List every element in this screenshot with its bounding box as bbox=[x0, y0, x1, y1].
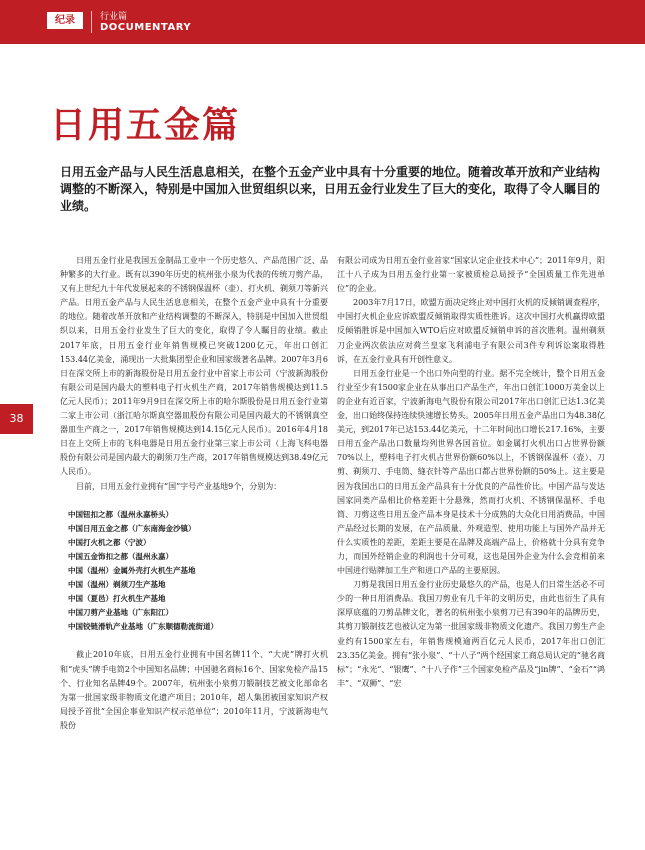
header-divider bbox=[91, 11, 92, 33]
page-number: 38 bbox=[0, 404, 33, 434]
base-item: 中国日用五金之都（广东南海金沙镇） bbox=[68, 523, 196, 533]
left-paragraph-2: 目前，日用五金行业拥有“国”字号产业基地9个，分别为： bbox=[76, 481, 282, 491]
section-english-title: DOCUMENTARY bbox=[100, 22, 192, 33]
section-tag: 纪录 bbox=[47, 12, 83, 29]
base-item: 中国五金饰扣之都（温州永嘉） bbox=[68, 551, 173, 561]
base-item: 中国（温州）剃须刀生产基地 bbox=[68, 580, 166, 590]
header-band bbox=[0, 0, 645, 44]
left-column bbox=[60, 254, 328, 733]
right-paragraph-1: 有限公司成为日用五金行业首家“国家认定企业技术中心”；2011年9月，阳江十八子成为日用五金行业第一家被质检总局授予“全国质量工作先进单位”的企业。 bbox=[337, 256, 605, 294]
base-item: 中国钮扣之都（温州永嘉桥头） bbox=[68, 509, 173, 519]
base-item: 中国（温州）金属外壳打火机生产基地 bbox=[68, 565, 196, 575]
article-intro: 日用五金产品与人民生活息息相关，在整个五金产业中具有十分重要的地位。随着改革开放和产业结构调整的不断深入，特别是中国加入世贸组织以来，日用五金行业发生了巨大的变化，取得了令人瞩目的业绩。 bbox=[60, 165, 601, 213]
right-column bbox=[337, 254, 605, 691]
base-item: 中国（夏邑）打火机生产基地 bbox=[68, 594, 166, 604]
industry-base-list bbox=[68, 508, 328, 635]
left-paragraph-1: 日用五金行业是我国五金制品工业中一个历史悠久、产品范围广泛、品种繁多的大行业。既有以390年历史的杭州张小泉为代表的传统刀剪产品，又有上世纪九十年代发展起来的不锈钢保温杯（壶）、打火机、剃须刀等新兴产品。日用五金产品与人民生活息息相关，在整个五金产业中具有十分重要的地位。随着改革开放和产业结构调整的不断深入，特别是中国加入世贸组织以来，日用五金行业发生了巨大的变化，取得了令人瞩目的业绩。截止2017年底，日用五金行业年销售规模已突破1200亿元，年出口创汇153.44亿美金，涌现出一大批集团型企业和国家级著名品牌。2007年3月6日在深交所上市的新海股份是日用五金行业中首家上市公司（宁波新海股份有限公司是国内最大的塑料电子打火机生产商，2017年销售规模达到11.5亿元人民币）；2011年9月9日在深交所上市的哈尔斯股份是日用五金行业第二家上市公司（浙江哈尔斯真空器皿股份有限公司是国内最大的不锈钢真空器皿生产商之一，2017年销售规模达到14.15亿元人民币）。2016年4月18日在上交所上市的飞科电器是日用五金行业第三家上市公司（上海飞科电器股份有限公司是国内最大的剃须刀生产商，2017年销售规模达到38.49亿元人民币）。 bbox=[60, 256, 328, 477]
left-paragraph-3: 截止2010年底，日用五金行业拥有中国名牌11个、“大虎”牌打火机和“虎头”牌手电筒2个中国知名品牌；中国驰名商标16个、国家免检产品15个、行业知名品牌49个。2007年，杭州张小泉剪刀锻制技艺被文化部命名为第一批国家级非物质文化遗产项目；2010年，超人集团被国家知识产权局授予首批“全国企事业知识产权示范单位”；2010年11月，宁波新海电气股份 bbox=[60, 650, 328, 730]
base-item: 中国刀剪产业基地（广东阳江） bbox=[68, 608, 173, 618]
right-paragraph-3: 日用五金行业是一个出口外向型的行业。据不完全统计，整个日用五金行业至少有1500家企业在从事出口产品生产，年出口创汇1000万美金以上的企业有近百家，宁波新海电气股份有限公司2017年出口创汇已达1.3亿美金，出口始终保持连续快速增长势头。2005年日用五金产品出口为48.38亿美元，到2017年已达153.44亿美元，十二年时间出口增长217.16%，主要日用五金产品出口数量均列世界各国首位。如金属打火机出口占世界份额70%以上，塑料电子打火机占世界份额60%以上，不锈钢保温杯（壶）、刀剪、剃须刀、手电筒、缝衣针等产品出口都占世界份额的50%上。这主要是因为我国出口的日用五金产品具有十分优良的产品性价比。中国产品与发达国家同类产品相比价格差距十分悬殊，然而打火机、不锈钢保温杯、手电筒、刀剪这些日用五金产品本身是技术十分成熟的大众化日用消费品，中国产品经过长期的发展，在产品质量、外观造型、使用功能上与国外产品并无什么实质性的差距，差距主要是在品牌及高端产品上，价格就十分具有竞争力，而国外经销企业的利润也十分可观，这也是国外企业为什么会竞相前来中国进行贴牌加工生产和进口产品的主要原因。 bbox=[337, 368, 605, 576]
article-title: 日用五金篇 bbox=[50, 104, 241, 146]
base-item: 中国铰链滑轨产业基地（广东顺德勒流街道） bbox=[68, 622, 218, 632]
section-category: 行业篇 bbox=[100, 12, 128, 22]
base-item: 中国打火机之都（宁波） bbox=[68, 537, 151, 547]
right-paragraph-4: 刀剪是我国日用五金行业历史最悠久的产品，也是人们日常生活必不可少的一种日用消费品。我国刀剪业有几千年的文明历史，由此也衍生了具有深厚底蕴的刀剪品牌文化，著名的杭州张小泉剪刀已有390年的品牌历史，其剪刀锻制技艺也被认定为第一批国家级非物质文化遗产。我国刀剪生产企业约有1500家左右，年销售规模逾两百亿元人民币，2017年出口创汇23.35亿美金。拥有“张小泉”、“十八子”两个经国家工商总局认定的“驰名商标”；“永光”、“银鹰”、“十八子作”三个国家免检产品及“jin牌”、“金石”“鸿丰”、“双狮”、“宏 bbox=[337, 580, 605, 688]
right-paragraph-2: 2003年7月17日，欧盟方面决定终止对中国打火机的反倾销调查程序，中国打火机企业应诉欧盟反倾销取得实质性胜诉。这次中国打火机赢得欧盟反倾销胜诉是中国加入WTO后应对欧盟反倾销申诉的首次胜利。温州剃须刀企业两次依法应对荷兰皇家飞利浦电子有限公司3件专利诉讼案取得胜诉，在五金行业具有开创性意义。 bbox=[337, 298, 605, 364]
